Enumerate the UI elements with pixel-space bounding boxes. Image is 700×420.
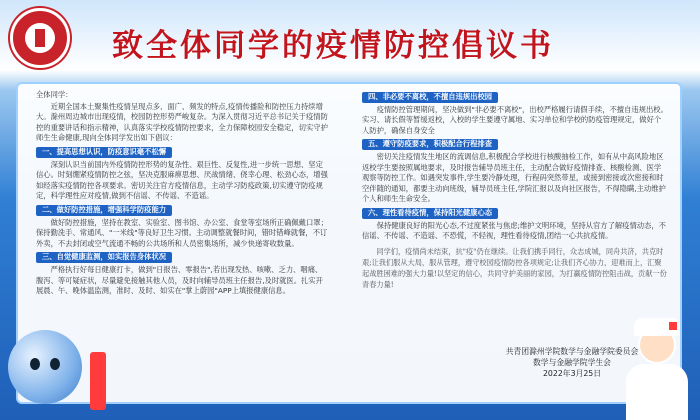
- content-panel: [16, 82, 682, 404]
- section-1-text: 深刻认识当前国内外疫情防控形势的复杂性、艰巨性、反复性,进一步统一思想、坚定信心。时刻绷紧疫情防控之弦，坚决克服麻痹思想、厌战情绪、侥幸心理、松劲心态，增强如经落实疫情防控各项要求。密切关注官方疫情信息，主动学习防疫政策,切实遵守防疫规定，科学理性应对疫情,做到不信谣、不传谣、不造谣。: [36, 159, 328, 201]
- section-2-text: 做好防控措施，坚持在教室、实验室、图书馆、办公室、食堂等室场所正确佩戴口罩；保持勤洗手、常通风、"一米线"等良好卫生习惯。主动调整就餐时间，错时错峰就餐，不订外卖，不去封闭或空气流通不畅的公共场所和人员密集场所，减少快递寄收数量。: [36, 217, 328, 248]
- closing-quote: 同学们，疫情尚未结束，抗"疫"仍在继续。让我们携手同行，众志成城，同舟共济，共克时艰;让我们服从大局，服从管理，遵守校园疫情防控各项规定;让我们齐心协力，迎难而上，汇聚起战胜困难的强大力量!以坚定的信心，共同守护美丽的家园，为打赢疫情防控阻击战，贡献一份青春力量!: [362, 246, 667, 289]
- virus-cartoon-icon: [8, 330, 82, 404]
- section-5-text: 密切关注疫情发生地区的流调信息,积极配合学校进行核酸抽检工作，如有从中高风险地区返校学生要按照属地要求，及时报告辅导员班主任，主动配合做好疫情排查、核酸检测、医学观察等防控工作。如遇突发事件,学生要冷静处理，行程码突然带星，或接到密接或次密接和时空伴随的通知，都要主动向班级，辅导员班主任,学院汇报以及向社区报告，不得隐瞒,主动维护个人和师生生命安全。: [362, 151, 666, 204]
- section-1-title: 一、提高思想认识，防疫意识毫不松懈: [36, 147, 172, 158]
- section-5-title: 五、遵守防疫要求，积极配合行程排查: [362, 139, 498, 150]
- spray-bottle-icon: [90, 352, 106, 410]
- school-seal-icon: [10, 8, 70, 68]
- section-3-title: 三、自觉健康监测，如实报告身体状况: [36, 252, 172, 263]
- section-4-title: 四、非必要不离校，不擅自违规出校园: [362, 92, 498, 103]
- left-column: [36, 90, 328, 298]
- greeting: 全体同学：: [36, 90, 73, 99]
- section-2-title: 二、做好防控措施，增强科学防疫能力: [36, 205, 172, 216]
- signature-org-2: 数学与金融学院学生会: [533, 358, 611, 367]
- header: [0, 0, 700, 78]
- right-column: [362, 90, 668, 378]
- signature-date: 2022年3月25日: [542, 369, 602, 378]
- nurse-illustration: [618, 318, 694, 420]
- section-3-text: 严格执行好每日健康打卡，做到"日报告、零报告",若出现发热、咳嗽、乏力、咽痛、腹泻、等可疑症状，尽量避免接触其他人员，及时向辅导员班主任报告,及时就医。扎实开展晨、午、晚体温监测，准时、及时、如实在"掌上蔚园"APP上填报健康信息。: [36, 264, 323, 296]
- section-6-title: 六、理性看待疫情，保持阳光健康心态: [362, 208, 498, 219]
- section-6-text: 保持健康良好的阳光心态,不过度紧张与焦虑;维护文明环境，坚持从官方了解疫情动态，不信谣、不传谣、不造谣、不恐慌，不轻视，理性看待疫情,团结一心共抗疫情。: [362, 220, 666, 241]
- signature-org-1: 共青团滁州学院数学与金融学院委员会: [505, 347, 639, 356]
- section-4-text: 疫情防控管理期间，坚决做到"非必要不离校"，出校严格履行请假手续，不擅自违规出校。实习、请长假等暂缓返校，入校的学生要遵守属地、实习单位和学校的防疫管理规定，做好个人防护，确保自身安全: [362, 104, 668, 135]
- page-title: 致全体同学的疫情防控倡议书: [112, 28, 554, 64]
- intro-paragraph: 近期全国本土聚集性疫情呈现点多、面广、频发的特点,疫情传播险和防控压力持续增大。滁州周边城市出现疫情，校园防控形势严峻复杂。为深入贯彻习近平总书记关于疫情防控的重要讲话和指示精神，认真落实学校疫情防控要求，全力保障校园安全稳定，切实守护师生生命健康,现向全体同学发出如下倡议：: [36, 101, 328, 143]
